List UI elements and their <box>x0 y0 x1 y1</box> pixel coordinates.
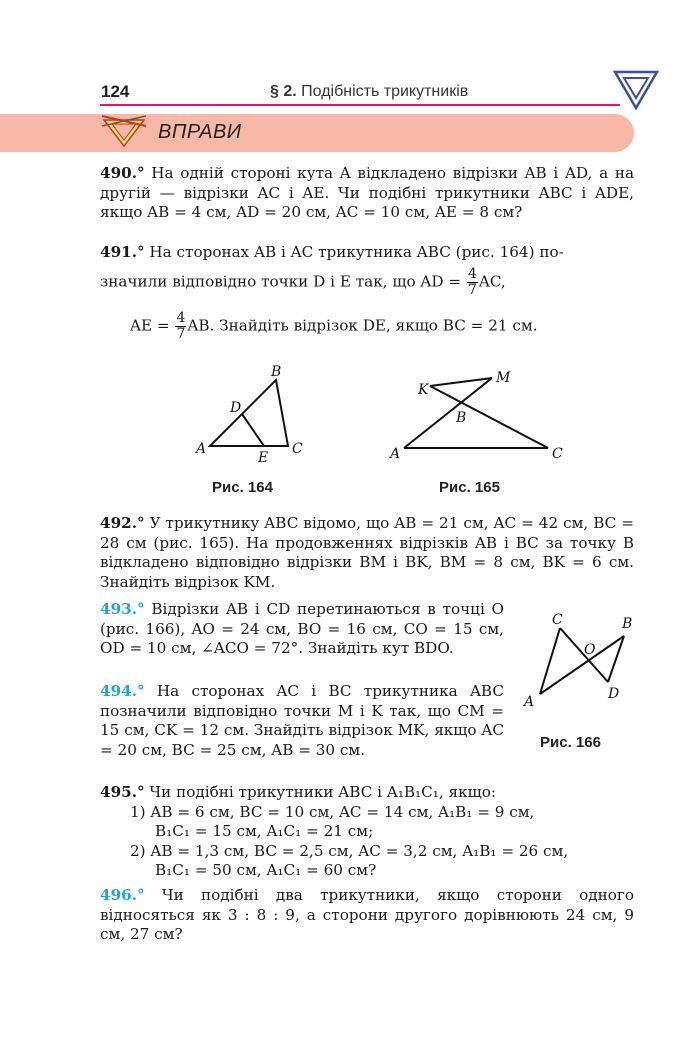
case-1-line-1: 1) AB = 6 см, BC = 10 см, AC = 14 см, A₁B₁ = 9 см, <box>130 802 535 821</box>
label-k: K <box>418 382 429 398</box>
problem-492 <box>100 514 634 592</box>
triangle-corner-icon <box>612 68 660 112</box>
problem-490 <box>100 164 634 223</box>
header-rule <box>100 104 620 106</box>
problem-text-line1: На сторонах AB і AC трикутника ABC (рис. 164) по- <box>149 243 564 261</box>
fraction-denominator: 7 <box>176 326 186 342</box>
figure-164 <box>190 362 320 466</box>
label-a: A <box>524 694 535 710</box>
exercises-title: ВПРАВИ <box>158 121 242 143</box>
figure-166-caption: Рис. 166 <box>540 734 601 751</box>
label-c: C <box>552 446 563 462</box>
problem-496 <box>100 886 634 945</box>
problem-text-line3: AB. Знайдіть відрізок DE, якщо BC = 21 см. <box>187 316 538 335</box>
problem-491-line3 <box>130 311 634 342</box>
problem-number: 496.° <box>100 886 145 904</box>
problem-text: Відрізки AB і CD перетинаються в точці O (рис. 166), AO = 24 см, BO = 16 см, CO = 15 см, OD = 10 см, ∠ACO = 72°. Знайдіть кут BDO. <box>100 600 505 657</box>
fraction-numerator: 4 <box>176 310 186 326</box>
section-mark: § 2. <box>270 83 297 100</box>
fraction-4-7 <box>467 267 478 298</box>
label-o: O <box>584 642 596 658</box>
label-c: C <box>552 612 563 628</box>
label-a: A <box>196 441 207 457</box>
case-2-line-1: 2) AB = 1,3 см, BC = 2,5 см, AC = 3,2 см, A₁B₁ = 26 см, <box>130 841 569 860</box>
problem-text-line3-start: AE = <box>130 316 170 335</box>
label-b: B <box>456 410 467 426</box>
fraction-denominator: 7 <box>467 282 477 298</box>
triangle-abc <box>210 380 288 446</box>
problem-number: 492.° <box>100 514 145 532</box>
problem-text: У трикутнику ABC відомо, що AB = 21 см, AC = 42 см, BC = 28 см (рис. 165). На продовженнях відрізків AB і BC за точку B відкладено відповідно відрізки BM і BK, BM = 8 см, BK = 6 см. Знайдіть відрізок KM. <box>100 514 635 591</box>
problem-494 <box>100 682 504 760</box>
segment-de <box>242 414 264 446</box>
problem-number: 490.° <box>100 164 145 182</box>
section-title-text: Подібність трикутників <box>301 83 469 100</box>
ruler-triangle-icon <box>100 112 150 154</box>
problem-495-intro <box>100 783 634 803</box>
section-title <box>270 83 468 101</box>
figure-166 <box>516 610 646 710</box>
problem-number: 493.° <box>100 600 145 618</box>
figure-164-caption: Рис. 164 <box>212 479 273 496</box>
problem-491-line2 <box>100 267 634 298</box>
problem-number: 494.° <box>100 682 145 700</box>
problem-text-line2-end: AC, <box>478 272 506 291</box>
problem-text: На сторонах AC і BC трикутника ABC позначили відповідно точки M і K так, що CM = 15 см, CK = 12 см. Знайдіть відрізок MK, якщо AC = 20 см, BC = 25 см, AB = 30 см. <box>100 682 504 759</box>
problem-text: Чи подібні два трикутники, якщо сторони одного відносяться як 3 : 8 : 9, а сторони другого дорівнюють 24 см, 9 см, 27 см? <box>100 886 634 943</box>
segment-ac <box>540 628 560 694</box>
problem-495 <box>100 783 634 881</box>
problem-number: 495.° <box>100 783 145 801</box>
label-e: E <box>258 450 269 466</box>
fraction-4-7 <box>175 311 186 342</box>
case-2-line-2: B₁C₁ = 50 см, A₁C₁ = 60 см? <box>155 861 377 879</box>
case-1-line-2: B₁C₁ = 15 см, A₁C₁ = 21 см; <box>155 822 374 840</box>
figure-165-caption: Рис. 165 <box>439 479 500 496</box>
label-m: M <box>496 370 511 386</box>
fraction-numerator: 4 <box>467 266 477 282</box>
figure-165 <box>388 366 568 466</box>
problem-491 <box>100 243 634 263</box>
exercises-band <box>0 114 634 152</box>
page-number: 124 <box>101 82 130 101</box>
problem-number: 491.° <box>100 243 145 261</box>
label-b: B <box>622 616 633 632</box>
segment-bd <box>608 636 624 682</box>
problem-text: На одній стороні кута A відкладено відрізки AB і AD, а на другій — відрізки AC і AE. Чи подібні трикутники ABC і ADE, якщо AB = 4 см, AD = 20 см, AC = 10 см, AE = 8 см? <box>100 164 635 221</box>
label-b: B <box>271 364 282 380</box>
label-d: D <box>230 400 242 416</box>
problem-text: Чи подібні трикутники ABC і A₁B₁C₁, якщо: <box>149 783 496 801</box>
problem-text-line2: значили відповідно точки D і E так, що AD = <box>100 272 462 291</box>
label-a: A <box>390 446 401 462</box>
segment-kc <box>430 386 548 448</box>
problem-493 <box>100 600 504 659</box>
label-d: D <box>608 686 620 702</box>
label-c: C <box>292 441 303 457</box>
